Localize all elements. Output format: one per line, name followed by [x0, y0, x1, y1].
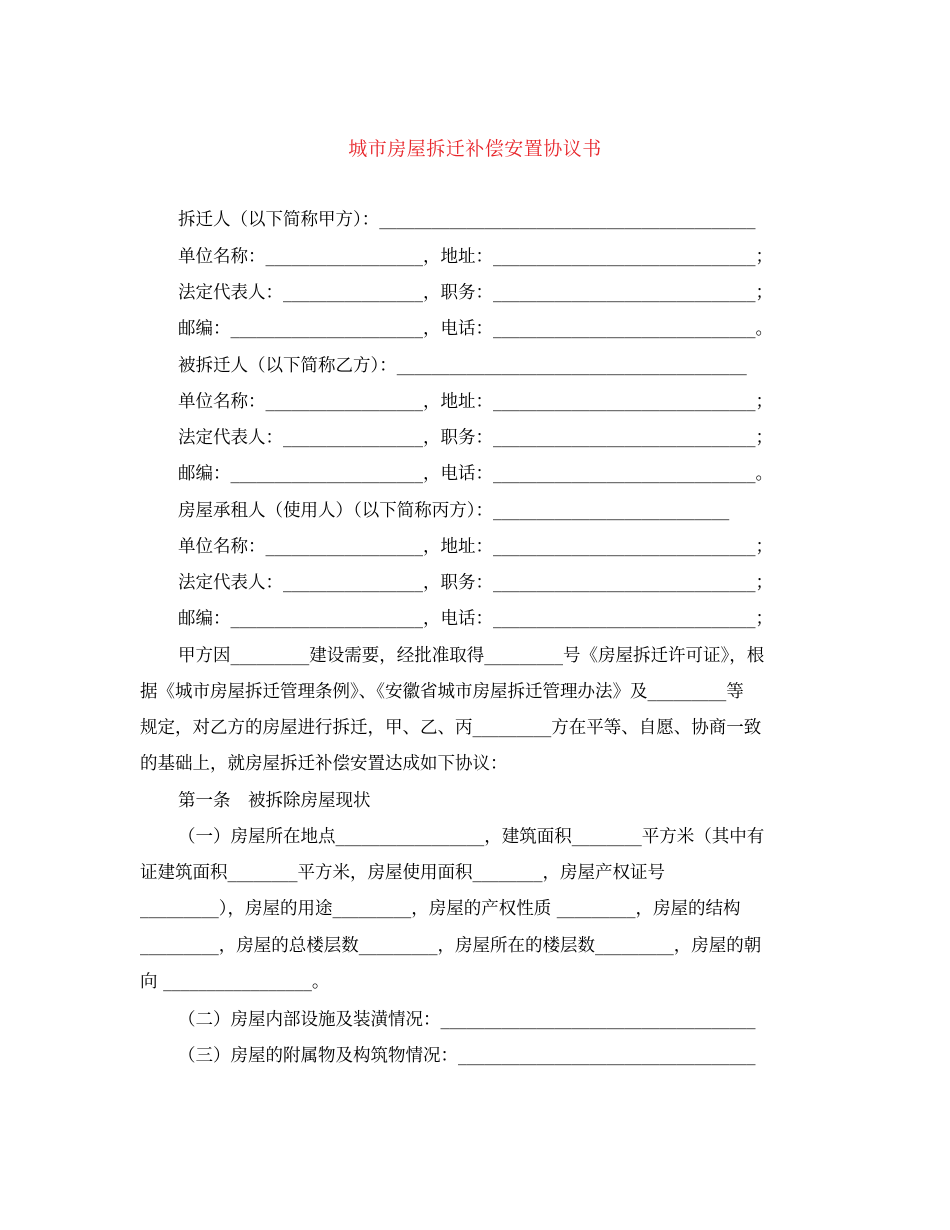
article-1-heading: 第一条 被拆除房屋现状	[178, 791, 371, 811]
preamble-line-1: 甲方因_________建设需要，经批准取得_________号《房屋拆迁许可证》，根	[178, 646, 765, 666]
article-1-item-2: （二）房屋内部设施及装潢情况：____________________________________	[178, 1010, 756, 1030]
party-a-rep: 法定代表人：________________，职务：______________________________；	[178, 283, 773, 303]
party-c-rep: 法定代表人：________________，职务：______________________________；	[178, 573, 773, 593]
article-1-item-1-line-3: _________），房屋的用途_________，房屋的产权性质 _________，房屋的结构	[140, 899, 741, 919]
party-c-unit: 单位名称：__________________，地址：______________________________；	[178, 537, 773, 557]
preamble-line-2: 据《城市房屋拆迁管理条例》、《安徽省城市房屋拆迁管理办法》及_________等	[140, 682, 744, 702]
party-b-post: 邮编：______________________，电话：______________________________。	[178, 464, 773, 484]
party-a-post: 邮编：______________________，电话：______________________________。	[178, 319, 773, 339]
article-1-item-1-line-5: 向 _________________。	[140, 972, 330, 992]
article-1-item-1-line-2: 证建筑面积________平方米，房屋使用面积________，房屋产权证号	[140, 863, 665, 883]
party-c-post: 邮编：______________________，电话：______________________________；	[178, 609, 773, 629]
document-title: 城市房屋拆迁补偿安置协议书	[348, 138, 602, 160]
article-1-item-3: （三）房屋的附属物及构筑物情况：__________________________________	[178, 1046, 756, 1066]
party-b-unit: 单位名称：__________________，地址：______________________________；	[178, 392, 773, 412]
preamble-line-3: 规定，对乙方的房屋进行拆迁，甲、乙、丙_________方在平等、自愿、协商一致	[140, 718, 762, 738]
party-b-rep: 法定代表人：________________，职务：______________________________；	[178, 428, 773, 448]
party-a-unit: 单位名称：__________________，地址：______________________________；	[178, 247, 773, 267]
article-1-item-1-line-1: （一）房屋所在地点_________________，建筑面积________平方米（其中有	[178, 827, 765, 847]
party-c-intro: 房屋承租人（使用人）（以下简称丙方）：___________________________	[178, 501, 730, 521]
article-1-item-1-line-4: _________，房屋的总楼层数_________，房屋所在的楼层数_________，房屋的朝	[140, 936, 762, 956]
preamble-line-4: 的基础上，就房屋拆迁补偿安置达成如下协议：	[140, 754, 508, 774]
party-a-intro: 拆迁人（以下简称甲方）：___________________________________________	[178, 210, 756, 230]
party-b-intro: 被拆迁人（以下简称乙方）：________________________________________	[178, 356, 747, 376]
